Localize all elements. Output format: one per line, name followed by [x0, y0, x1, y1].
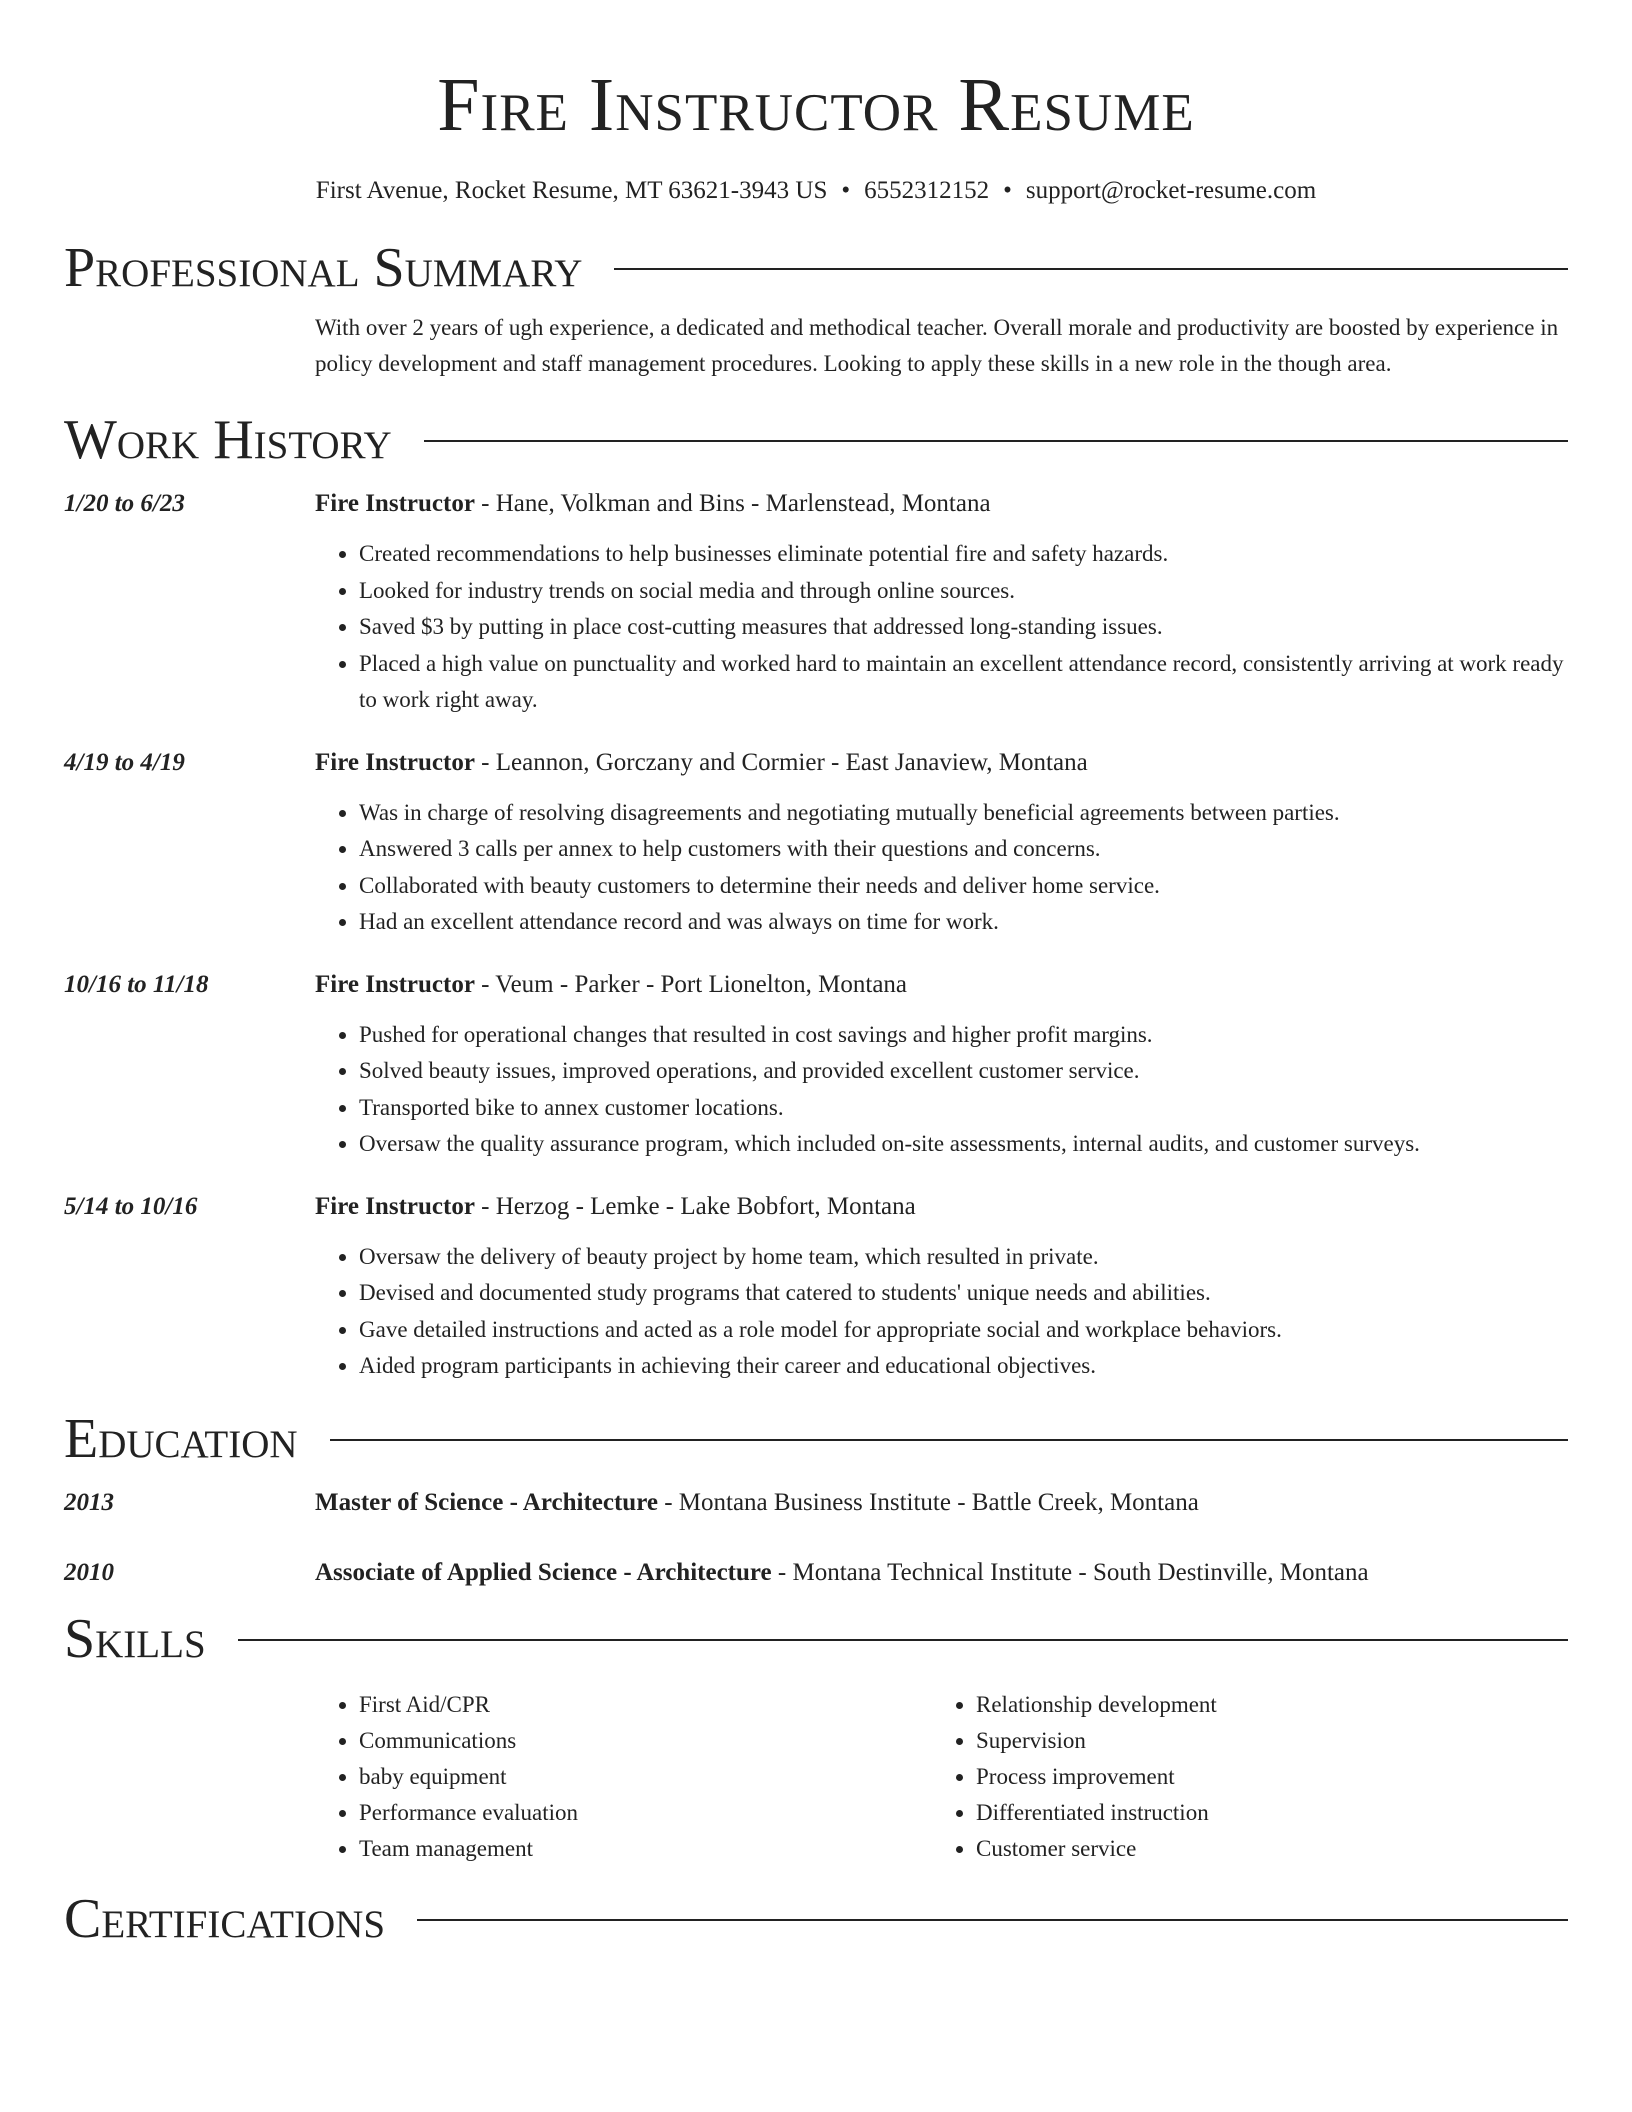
- skill-item: • Communications: [359, 1723, 932, 1759]
- job-bullet: • Pushed for operational changes that resulted in cost savings and higher profit margins.: [359, 1017, 1568, 1054]
- skills-list: [315, 1671, 1568, 1867]
- job-title: Fire Instructor: [315, 970, 475, 998]
- job-bullet: • Answered 3 calls per annex to help customers with their questions and concerns.: [359, 831, 1568, 868]
- work-history-section-header: [64, 408, 1568, 472]
- job-title: Fire Instructor: [315, 1192, 475, 1220]
- contact-email: support@rocket-resume.com: [1025, 177, 1317, 204]
- summary-section-header: [64, 236, 1568, 300]
- job-bullet: • Aided program participants in achieving their career and educational objectives.: [359, 1348, 1568, 1385]
- job-bullet: • Oversaw the delivery of beauty project by home team, which resulted in private.: [359, 1239, 1568, 1276]
- work-history-section-title: Work History: [64, 409, 392, 471]
- job-bullet: • Looked for industry trends on social media and through online sources.: [359, 573, 1568, 610]
- job-dates: 1/20 to 6/23: [64, 490, 185, 517]
- section-divider: [417, 1919, 1568, 1921]
- skills-section-header: [64, 1607, 1568, 1671]
- job-dates: 10/16 to 11/18: [64, 970, 209, 998]
- skill-item: • Relationship development: [976, 1687, 1549, 1723]
- certifications-section-title: Certifications: [64, 1887, 386, 1950]
- job-entry: [64, 486, 1568, 719]
- work-history-section: [64, 408, 1568, 1385]
- education-entry: [64, 1555, 1568, 1591]
- section-divider: [614, 268, 1568, 270]
- education-degree: Master of Science - Architecture: [315, 1488, 658, 1516]
- job-heading: [315, 486, 1568, 522]
- job-entry: [64, 1189, 1568, 1385]
- job-details: - Leannon, Gorczany and Cormier - East Janaview, Montana: [474, 748, 1088, 776]
- job-entry: [64, 967, 1568, 1163]
- skill-item: • Performance evaluation: [359, 1795, 932, 1831]
- education-year: 2010: [64, 1558, 114, 1586]
- skill-item: • Differentiated instruction: [976, 1795, 1549, 1831]
- certifications-section: [64, 1887, 1568, 1951]
- skill-item: • Customer service: [976, 1831, 1549, 1867]
- skill-item: • Team management: [359, 1831, 932, 1867]
- education-degree: Associate of Applied Science - Architecture: [315, 1558, 772, 1586]
- resume-title: Fire Instructor Resume: [437, 63, 1195, 147]
- job-entry: [64, 745, 1568, 941]
- job-bullet: • Solved beauty issues, improved operations, and provided excellent customer service.: [359, 1053, 1568, 1090]
- contact-line: [64, 176, 1568, 206]
- job-title: Fire Instructor: [315, 490, 475, 517]
- job-bullets: [315, 1017, 1568, 1163]
- job-bullet: • Was in charge of resolving disagreements and negotiating mutually beneficial agreements between parties.: [359, 795, 1568, 832]
- education-section-title: Education: [64, 1407, 298, 1470]
- job-bullet: • Created recommendations to help businesses eliminate potential fire and safety hazards.: [359, 536, 1568, 573]
- education-heading: [315, 1555, 1568, 1591]
- section-divider: [424, 440, 1568, 442]
- summary-row: [64, 310, 1568, 382]
- summary-section-title: Professional Summary: [64, 237, 583, 299]
- job-bullet: • Saved $3 by putting in place cost-cutting measures that addressed long-standing issues.: [359, 609, 1568, 646]
- contact-phone: 6552312152: [864, 177, 990, 204]
- contact-separator: •: [841, 177, 851, 204]
- skill-item: • First Aid/CPR: [359, 1687, 932, 1723]
- education-entry: [64, 1485, 1568, 1521]
- job-bullet: • Collaborated with beauty customers to determine their needs and deliver home service.: [359, 868, 1568, 905]
- summary-section: [64, 236, 1568, 382]
- contact-separator: •: [1003, 177, 1012, 204]
- job-bullet: • Devised and documented study programs that catered to students' unique needs and abilities.: [359, 1275, 1568, 1312]
- certifications-section-header: [64, 1887, 1568, 1951]
- job-heading: [315, 967, 1568, 1003]
- job-bullet: • Placed a high value on punctuality and worked hard to maintain an excellent attendance record, consistently arriving at work ready to work right away.: [359, 646, 1568, 719]
- job-bullet: • Oversaw the quality assurance program, which included on-site assessments, internal audits, and customer surveys.: [359, 1126, 1568, 1163]
- skills-section: [64, 1607, 1568, 1867]
- resume-page: [64, 0, 1568, 1951]
- job-bullets: [315, 795, 1568, 941]
- contact-address: First Avenue, Rocket Resume, MT 63621-3943 US: [315, 177, 828, 204]
- job-bullet: • Had an excellent attendance record and was always on time for work.: [359, 904, 1568, 941]
- skills-section-title: Skills: [64, 1607, 206, 1670]
- education-section-header: [64, 1407, 1568, 1471]
- education-year: 2013: [64, 1488, 114, 1516]
- job-details: - Hane, Volkman and Bins - Marlenstead, Montana: [474, 490, 991, 517]
- job-bullets: [315, 1239, 1568, 1385]
- section-divider: [330, 1439, 1568, 1441]
- job-dates: 4/19 to 4/19: [64, 748, 185, 776]
- skill-item: • Process improvement: [976, 1759, 1549, 1795]
- job-bullets: [315, 536, 1568, 719]
- skills-column-right: [932, 1671, 1549, 1867]
- education-details: - Montana Business Institute - Battle Creek, Montana: [657, 1488, 1199, 1516]
- job-bullet: • Gave detailed instructions and acted as a role model for appropriate social and workplace behaviors.: [359, 1312, 1568, 1349]
- job-details: - Herzog - Lemke - Lake Bobfort, Montana: [474, 1192, 916, 1220]
- job-bullet: • Transported bike to annex customer locations.: [359, 1090, 1568, 1127]
- skills-column-left: [315, 1671, 932, 1867]
- section-divider: [238, 1639, 1568, 1641]
- job-heading: [315, 1189, 1568, 1225]
- job-heading: [315, 745, 1568, 781]
- skill-item: • Supervision: [976, 1723, 1549, 1759]
- job-dates: 5/14 to 10/16: [64, 1192, 198, 1220]
- education-details: - Montana Technical Institute - South Destinville, Montana: [771, 1558, 1369, 1586]
- education-section: [64, 1407, 1568, 1591]
- summary-text: With over 2 years of ugh experience, a dedicated and methodical teacher. Overall morale and productivity are boosted by experience in policy development and staff management procedures. Looking to apply these skills in a new role in the though area.: [315, 315, 1559, 376]
- job-details: - Veum - Parker - Port Lionelton, Montana: [474, 970, 908, 998]
- job-title: Fire Instructor: [315, 748, 475, 776]
- education-heading: [315, 1485, 1568, 1521]
- skill-item: • baby equipment: [359, 1759, 932, 1795]
